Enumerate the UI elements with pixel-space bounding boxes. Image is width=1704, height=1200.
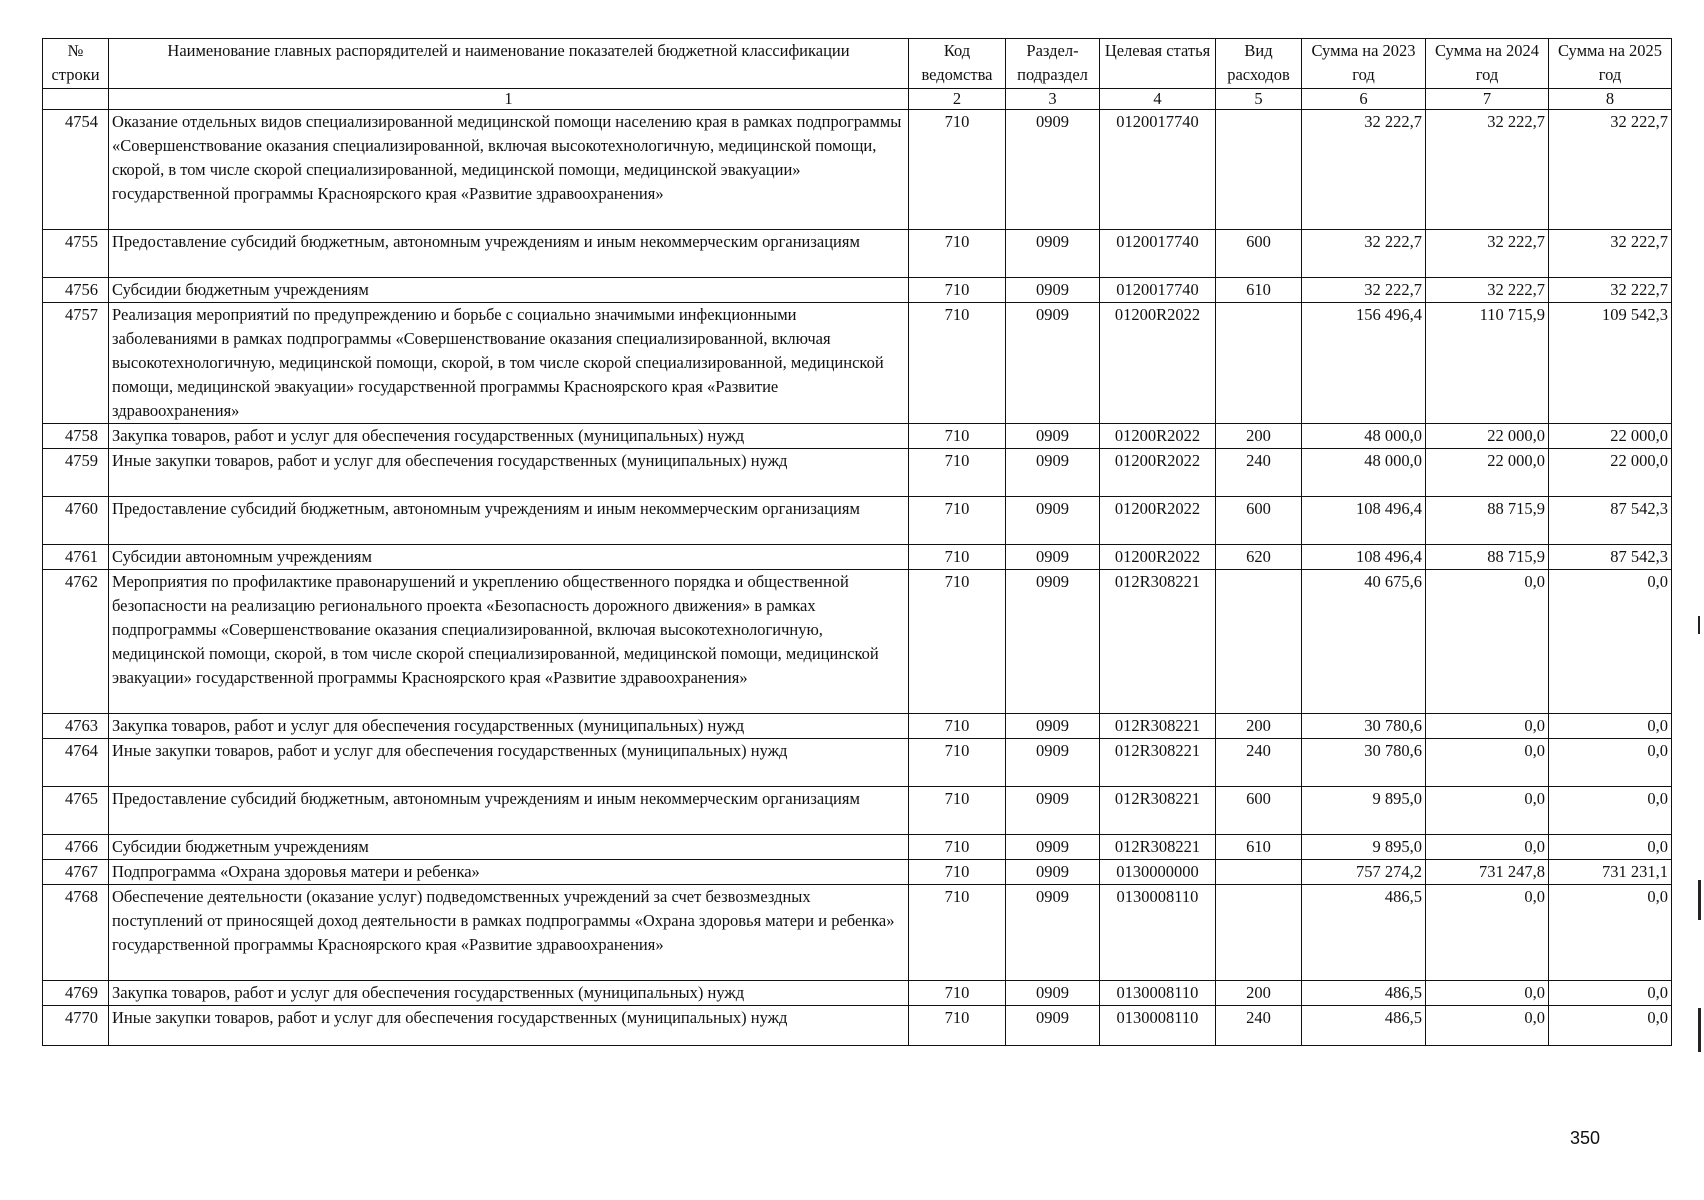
table-row <box>43 230 1672 278</box>
indicator-name-cell: Предоставление субсидий бюджетным, автономным учреждениям и иным некоммерческим организациям <box>109 787 909 835</box>
row-number-cell: 4757 <box>43 303 109 424</box>
sum-2024-cell: 32 222,7 <box>1426 278 1549 303</box>
sum-2024-cell: 731 247,8 <box>1426 860 1549 885</box>
table-row <box>43 787 1672 835</box>
dept-code-cell: 710 <box>909 278 1006 303</box>
dept-code-cell: 710 <box>909 860 1006 885</box>
scan-edge-mark <box>1698 1008 1701 1052</box>
section-cell: 0909 <box>1006 497 1100 545</box>
sum-2023-cell: 108 496,4 <box>1302 545 1426 570</box>
sum-2024-cell: 32 222,7 <box>1426 230 1549 278</box>
column-index-cell: 2 <box>909 89 1006 110</box>
expense-type-cell: 200 <box>1216 424 1302 449</box>
column-index-cell: 7 <box>1426 89 1549 110</box>
sum-2025-cell: 0,0 <box>1549 787 1672 835</box>
sum-2024-cell: 88 715,9 <box>1426 497 1549 545</box>
sum-2025-cell: 87 542,3 <box>1549 545 1672 570</box>
expense-type-cell: 240 <box>1216 739 1302 787</box>
target-article-cell: 0130000000 <box>1100 860 1216 885</box>
table-row <box>43 739 1672 787</box>
sum-2025-cell: 0,0 <box>1549 570 1672 714</box>
header-target-article: Целевая статья <box>1100 39 1216 89</box>
indicator-name-cell: Предоставление субсидий бюджетным, автономным учреждениям и иным некоммерческим организациям <box>109 497 909 545</box>
target-article-cell: 012R308221 <box>1100 739 1216 787</box>
indicator-name-cell: Иные закупки товаров, работ и услуг для обеспечения государственных (муниципальных) нужд <box>109 1006 909 1046</box>
indicator-name-cell: Реализация мероприятий по предупреждению и борьбе с социально значимыми инфекционными заболеваниями в рамках подпрограммы «Совершенствование оказания специализированной, включая высокотехнологичную, медицинской помощи, скорой, в том числе скорой специализированной, медицинской помощи, медицинской эвакуации» государственной программы Красноярского края «Развитие здравоохранения» <box>109 303 909 424</box>
indicator-name-cell: Субсидии автономным учреждениям <box>109 545 909 570</box>
sum-2023-cell: 486,5 <box>1302 1006 1426 1046</box>
dept-code-cell: 710 <box>909 110 1006 230</box>
indicator-name-cell: Подпрограмма «Охрана здоровья матери и ребенка» <box>109 860 909 885</box>
expense-type-cell: 240 <box>1216 1006 1302 1046</box>
dept-code-cell: 710 <box>909 787 1006 835</box>
header-row-no: № строки <box>43 39 109 89</box>
indicator-name-cell: Обеспечение деятельности (оказание услуг) подведомственных учреждений за счет безвозмездных поступлений от приносящей доход деятельности в рамках подпрограммы «Охрана здоровья матери и ребенка» государственной программы Красноярского края «Развитие здравоохранения» <box>109 885 909 981</box>
dept-code-cell: 710 <box>909 449 1006 497</box>
sum-2024-cell: 0,0 <box>1426 570 1549 714</box>
section-cell: 0909 <box>1006 230 1100 278</box>
section-cell: 0909 <box>1006 739 1100 787</box>
sum-2025-cell: 22 000,0 <box>1549 424 1672 449</box>
expense-type-cell: 600 <box>1216 787 1302 835</box>
sum-2023-cell: 48 000,0 <box>1302 449 1426 497</box>
target-article-cell: 0120017740 <box>1100 110 1216 230</box>
row-number-cell: 4770 <box>43 1006 109 1046</box>
expense-type-cell: 620 <box>1216 545 1302 570</box>
sum-2024-cell: 0,0 <box>1426 1006 1549 1046</box>
row-number-cell: 4762 <box>43 570 109 714</box>
indicator-name-cell: Иные закупки товаров, работ и услуг для обеспечения государственных (муниципальных) нужд <box>109 449 909 497</box>
target-article-cell: 01200R2022 <box>1100 545 1216 570</box>
target-article-cell: 012R308221 <box>1100 787 1216 835</box>
sum-2024-cell: 22 000,0 <box>1426 449 1549 497</box>
dept-code-cell: 710 <box>909 545 1006 570</box>
sum-2024-cell: 88 715,9 <box>1426 545 1549 570</box>
dept-code-cell: 710 <box>909 835 1006 860</box>
sum-2025-cell: 0,0 <box>1549 739 1672 787</box>
sum-2024-cell: 0,0 <box>1426 787 1549 835</box>
section-cell: 0909 <box>1006 278 1100 303</box>
section-cell: 0909 <box>1006 860 1100 885</box>
row-number-cell: 4756 <box>43 278 109 303</box>
table-row <box>43 714 1672 739</box>
sum-2023-cell: 48 000,0 <box>1302 424 1426 449</box>
sum-2023-cell: 32 222,7 <box>1302 110 1426 230</box>
sum-2023-cell: 757 274,2 <box>1302 860 1426 885</box>
sum-2023-cell: 156 496,4 <box>1302 303 1426 424</box>
header-expense-type: Вид расходов <box>1216 39 1302 89</box>
table-row <box>43 545 1672 570</box>
scan-edge-mark <box>1698 616 1700 634</box>
column-index-cell: 6 <box>1302 89 1426 110</box>
target-article-cell: 0130008110 <box>1100 981 1216 1006</box>
indicator-name-cell: Оказание отдельных видов специализированной медицинской помощи населению края в рамках подпрограммы «Совершенствование оказания специализированной, включая высокотехнологичную, медицинской помощи, скорой, в том числе скорой специализированной, медицинской помощи, медицинской эвакуации» государственной программы Красноярского края «Развитие здравоохранения» <box>109 110 909 230</box>
header-sum-2025: Сумма на 2025 год <box>1549 39 1672 89</box>
sum-2024-cell: 0,0 <box>1426 714 1549 739</box>
table-row <box>43 497 1672 545</box>
header-sum-2023: Сумма на 2023 год <box>1302 39 1426 89</box>
section-cell: 0909 <box>1006 885 1100 981</box>
row-number-cell: 4764 <box>43 739 109 787</box>
sum-2024-cell: 22 000,0 <box>1426 424 1549 449</box>
sum-2023-cell: 30 780,6 <box>1302 714 1426 739</box>
sum-2025-cell: 32 222,7 <box>1549 110 1672 230</box>
sum-2025-cell: 109 542,3 <box>1549 303 1672 424</box>
sum-2024-cell: 0,0 <box>1426 835 1549 860</box>
section-cell: 0909 <box>1006 981 1100 1006</box>
dept-code-cell: 710 <box>909 739 1006 787</box>
row-number-cell: 4769 <box>43 981 109 1006</box>
sum-2023-cell: 9 895,0 <box>1302 787 1426 835</box>
dept-code-cell: 710 <box>909 981 1006 1006</box>
table-body <box>43 110 1672 1046</box>
target-article-cell: 012R308221 <box>1100 570 1216 714</box>
target-article-cell: 0120017740 <box>1100 278 1216 303</box>
table-row <box>43 885 1672 981</box>
dept-code-cell: 710 <box>909 1006 1006 1046</box>
indicator-name-cell: Иные закупки товаров, работ и услуг для обеспечения государственных (муниципальных) нужд <box>109 739 909 787</box>
section-cell: 0909 <box>1006 449 1100 497</box>
row-number-cell: 4763 <box>43 714 109 739</box>
row-number-cell: 4765 <box>43 787 109 835</box>
dept-code-cell: 710 <box>909 424 1006 449</box>
header-name: Наименование главных распорядителей и наименование показателей бюджетной классификации <box>109 39 909 89</box>
section-cell: 0909 <box>1006 714 1100 739</box>
indicator-name-cell: Субсидии бюджетным учреждениям <box>109 835 909 860</box>
sum-2024-cell: 0,0 <box>1426 981 1549 1006</box>
row-number-cell: 4761 <box>43 545 109 570</box>
expense-type-cell <box>1216 303 1302 424</box>
indicator-name-cell: Субсидии бюджетным учреждениям <box>109 278 909 303</box>
sum-2025-cell: 731 231,1 <box>1549 860 1672 885</box>
row-number-cell: 4758 <box>43 424 109 449</box>
expense-type-cell: 200 <box>1216 981 1302 1006</box>
sum-2023-cell: 108 496,4 <box>1302 497 1426 545</box>
indicator-name-cell: Мероприятия по профилактике правонарушений и укреплению общественного порядка и общественной безопасности на реализацию регионального проекта «Безопасность дорожного движения» в рамках подпрограммы «Совершенствование оказания специализированной, включая высокотехнологичную, медицинской помощи, скорой, в том числе скорой специализированной, медицинской помощи, медицинской эвакуации» государственной программы Красноярского края «Развитие здравоохранения» <box>109 570 909 714</box>
table-row <box>43 424 1672 449</box>
row-number-cell: 4755 <box>43 230 109 278</box>
expense-type-cell: 610 <box>1216 835 1302 860</box>
target-article-cell: 012R308221 <box>1100 835 1216 860</box>
sum-2025-cell: 0,0 <box>1549 885 1672 981</box>
row-number-cell: 4768 <box>43 885 109 981</box>
row-number-cell: 4760 <box>43 497 109 545</box>
target-article-cell: 0130008110 <box>1100 1006 1216 1046</box>
column-index-cell: 5 <box>1216 89 1302 110</box>
expense-type-cell <box>1216 885 1302 981</box>
target-article-cell: 01200R2022 <box>1100 449 1216 497</box>
sum-2025-cell: 22 000,0 <box>1549 449 1672 497</box>
dept-code-cell: 710 <box>909 303 1006 424</box>
indicator-name-cell: Предоставление субсидий бюджетным, автономным учреждениям и иным некоммерческим организациям <box>109 230 909 278</box>
dept-code-cell: 710 <box>909 570 1006 714</box>
expense-type-cell <box>1216 860 1302 885</box>
dept-code-cell: 710 <box>909 885 1006 981</box>
row-number-cell: 4759 <box>43 449 109 497</box>
section-cell: 0909 <box>1006 570 1100 714</box>
section-cell: 0909 <box>1006 545 1100 570</box>
table-row <box>43 449 1672 497</box>
target-article-cell: 01200R2022 <box>1100 424 1216 449</box>
dept-code-cell: 710 <box>909 714 1006 739</box>
header-sum-2024: Сумма на 2024 год <box>1426 39 1549 89</box>
target-article-cell: 0130008110 <box>1100 885 1216 981</box>
row-number-cell: 4766 <box>43 835 109 860</box>
sum-2025-cell: 87 542,3 <box>1549 497 1672 545</box>
sum-2023-cell: 486,5 <box>1302 885 1426 981</box>
target-article-cell: 01200R2022 <box>1100 497 1216 545</box>
table-row <box>43 570 1672 714</box>
expense-type-cell: 200 <box>1216 714 1302 739</box>
indicator-name-cell: Закупка товаров, работ и услуг для обеспечения государственных (муниципальных) нужд <box>109 424 909 449</box>
sum-2025-cell: 0,0 <box>1549 1006 1672 1046</box>
sum-2023-cell: 32 222,7 <box>1302 278 1426 303</box>
indicator-name-cell: Закупка товаров, работ и услуг для обеспечения государственных (муниципальных) нужд <box>109 981 909 1006</box>
indicator-name-cell: Закупка товаров, работ и услуг для обеспечения государственных (муниципальных) нужд <box>109 714 909 739</box>
table-row <box>43 981 1672 1006</box>
scan-edge-mark <box>1698 880 1701 920</box>
column-index-cell: 3 <box>1006 89 1100 110</box>
sum-2025-cell: 32 222,7 <box>1549 278 1672 303</box>
header-section: Раздел-подраздел <box>1006 39 1100 89</box>
table-row <box>43 860 1672 885</box>
section-cell: 0909 <box>1006 303 1100 424</box>
dept-code-cell: 710 <box>909 497 1006 545</box>
sum-2024-cell: 110 715,9 <box>1426 303 1549 424</box>
column-index-cell <box>43 89 109 110</box>
sum-2024-cell: 0,0 <box>1426 739 1549 787</box>
row-number-cell: 4754 <box>43 110 109 230</box>
section-cell: 0909 <box>1006 424 1100 449</box>
sum-2023-cell: 486,5 <box>1302 981 1426 1006</box>
expense-type-cell: 610 <box>1216 278 1302 303</box>
table-row <box>43 835 1672 860</box>
table-row <box>43 1006 1672 1046</box>
column-index-cell: 8 <box>1549 89 1672 110</box>
target-article-cell: 012R308221 <box>1100 714 1216 739</box>
sum-2025-cell: 0,0 <box>1549 835 1672 860</box>
section-cell: 0909 <box>1006 1006 1100 1046</box>
expense-type-cell: 240 <box>1216 449 1302 497</box>
expense-type-cell <box>1216 110 1302 230</box>
expense-type-cell <box>1216 570 1302 714</box>
table-row <box>43 278 1672 303</box>
sum-2024-cell: 32 222,7 <box>1426 110 1549 230</box>
budget-table <box>42 38 1672 1046</box>
row-number-cell: 4767 <box>43 860 109 885</box>
sum-2025-cell: 0,0 <box>1549 714 1672 739</box>
sum-2023-cell: 40 675,6 <box>1302 570 1426 714</box>
page-number: 350 <box>1570 1128 1601 1148</box>
sum-2023-cell: 32 222,7 <box>1302 230 1426 278</box>
column-index-row <box>43 89 1672 110</box>
expense-type-cell: 600 <box>1216 230 1302 278</box>
column-index-cell: 1 <box>109 89 909 110</box>
table-row <box>43 303 1672 424</box>
table-row <box>43 110 1672 230</box>
sum-2025-cell: 0,0 <box>1549 981 1672 1006</box>
sum-2025-cell: 32 222,7 <box>1549 230 1672 278</box>
section-cell: 0909 <box>1006 110 1100 230</box>
expense-type-cell: 600 <box>1216 497 1302 545</box>
header-dept-code: Код ведомства <box>909 39 1006 89</box>
sum-2024-cell: 0,0 <box>1426 885 1549 981</box>
target-article-cell: 01200R2022 <box>1100 303 1216 424</box>
table-header <box>43 39 1672 110</box>
sum-2023-cell: 9 895,0 <box>1302 835 1426 860</box>
section-cell: 0909 <box>1006 835 1100 860</box>
sum-2023-cell: 30 780,6 <box>1302 739 1426 787</box>
dept-code-cell: 710 <box>909 230 1006 278</box>
column-index-cell: 4 <box>1100 89 1216 110</box>
target-article-cell: 0120017740 <box>1100 230 1216 278</box>
section-cell: 0909 <box>1006 787 1100 835</box>
